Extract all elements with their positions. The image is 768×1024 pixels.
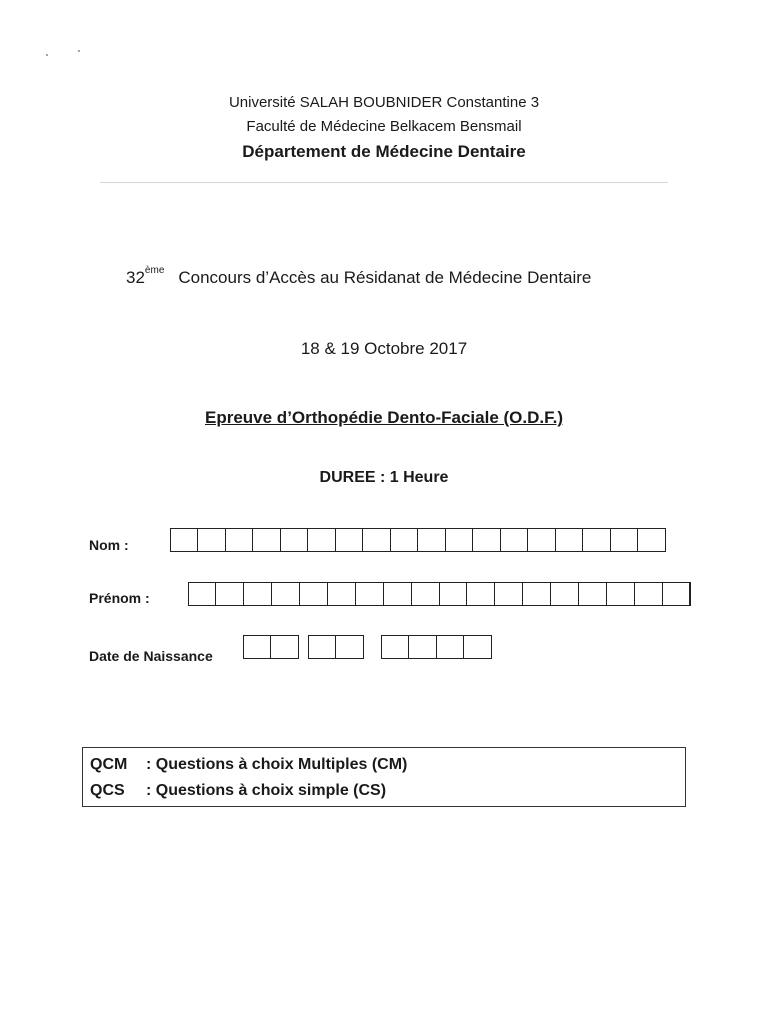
prenom-char-box[interactable] — [299, 582, 328, 606]
nom-char-box[interactable] — [225, 528, 254, 552]
birthdate-year-group — [382, 635, 492, 659]
prenom-char-box[interactable] — [439, 582, 468, 606]
birthdate-label: Date de Naissance — [89, 648, 213, 664]
nom-char-box[interactable] — [472, 528, 501, 552]
prenom-char-box[interactable] — [662, 582, 691, 606]
question-type-legend — [82, 747, 686, 807]
prenom-char-box[interactable] — [271, 582, 300, 606]
prenom-char-box[interactable] — [634, 582, 663, 606]
nom-char-box[interactable] — [555, 528, 584, 552]
birthdate-char-box[interactable] — [270, 635, 299, 659]
prenom-char-box[interactable] — [494, 582, 523, 606]
university-name: Université SALAH BOUBNIDER Constantine 3 — [228, 94, 540, 111]
department-name: Département de Médecine Dentaire — [242, 142, 526, 161]
exam-duration: DUREE : 1 Heure — [319, 469, 449, 486]
birthdate-input-boxes[interactable] — [244, 635, 492, 659]
birthdate-char-box[interactable] — [243, 635, 272, 659]
birthdate-char-box[interactable] — [436, 635, 465, 659]
birthdate-char-box[interactable] — [408, 635, 437, 659]
prenom-char-box[interactable] — [550, 582, 579, 606]
prenom-char-box[interactable] — [327, 582, 356, 606]
nom-char-box[interactable] — [610, 528, 639, 552]
concours-text: Concours d’Accès au Résidanat de Médecine Dentaire — [178, 268, 592, 287]
birthdate-char-box[interactable] — [308, 635, 337, 659]
qcs-description: : Questions à choix simple (CS) — [146, 782, 387, 799]
prenom-char-box[interactable] — [215, 582, 244, 606]
faculty-name: Faculté de Médecine Belkacem Bensmail — [246, 118, 522, 135]
nom-char-box[interactable] — [390, 528, 419, 552]
prenom-char-box[interactable] — [355, 582, 384, 606]
exam-title: Epreuve d’Orthopédie Dento-Faciale (O.D.F.) — [205, 408, 563, 427]
nom-input-boxes[interactable] — [171, 528, 666, 552]
birthdate-day-group — [244, 635, 299, 659]
nom-char-box[interactable] — [335, 528, 364, 552]
nom-char-box[interactable] — [500, 528, 529, 552]
nom-label: Nom : — [89, 537, 129, 553]
prenom-char-box[interactable] — [578, 582, 607, 606]
nom-char-box[interactable] — [280, 528, 309, 552]
concours-number: 32 — [126, 268, 145, 287]
qcm-description: : Questions à choix Multiples (CM) — [146, 756, 408, 773]
prenom-char-box[interactable] — [411, 582, 440, 606]
prenom-char-box[interactable] — [466, 582, 495, 606]
nom-char-box[interactable] — [252, 528, 281, 552]
scan-speck — [78, 50, 80, 52]
prenom-char-box[interactable] — [606, 582, 635, 606]
legend-qcm — [90, 752, 679, 778]
exam-dates: 18 & 19 Octobre 2017 — [300, 339, 468, 358]
scan-faint-line — [100, 182, 668, 183]
prenom-label: Prénom : — [89, 590, 150, 606]
birthdate-char-box[interactable] — [381, 635, 410, 659]
qcs-code: QCS — [90, 782, 125, 799]
nom-char-box[interactable] — [445, 528, 474, 552]
concours-superscript: ème — [144, 265, 165, 276]
nom-char-box[interactable] — [170, 528, 199, 552]
prenom-char-box[interactable] — [243, 582, 272, 606]
scan-speck — [46, 54, 48, 56]
birthdate-char-box[interactable] — [463, 635, 492, 659]
nom-char-box[interactable] — [307, 528, 336, 552]
qcm-code: QCM — [90, 756, 128, 773]
prenom-char-box[interactable] — [383, 582, 412, 606]
prenom-char-box[interactable] — [188, 582, 217, 606]
nom-char-box[interactable] — [197, 528, 226, 552]
nom-char-box[interactable] — [362, 528, 391, 552]
nom-char-box[interactable] — [637, 528, 666, 552]
nom-char-box[interactable] — [527, 528, 556, 552]
prenom-char-box[interactable] — [522, 582, 551, 606]
nom-char-box[interactable] — [582, 528, 611, 552]
prenom-input-boxes[interactable] — [189, 582, 691, 606]
concours-title — [126, 265, 592, 288]
nom-char-box[interactable] — [417, 528, 446, 552]
legend-qcs — [90, 778, 679, 804]
birthdate-month-group — [309, 635, 364, 659]
birthdate-char-box[interactable] — [335, 635, 364, 659]
